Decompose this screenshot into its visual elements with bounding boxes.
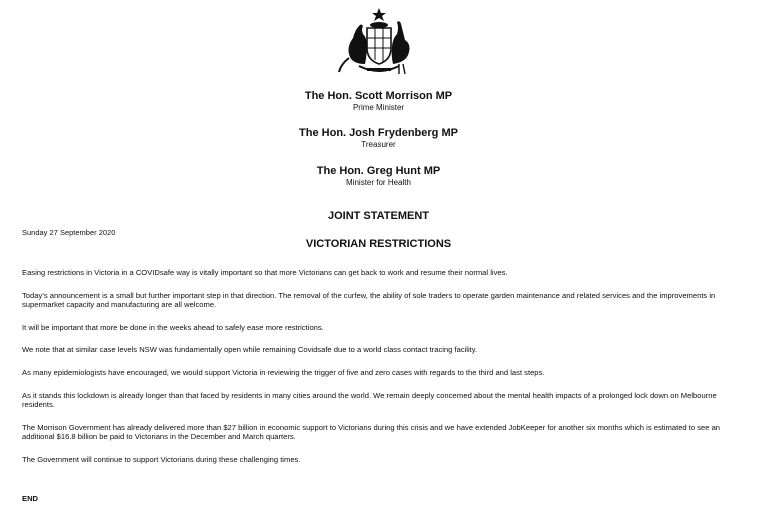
statement-date: Sunday 27 September 2020 xyxy=(22,228,116,237)
end-marker: END xyxy=(22,494,39,503)
official-title: Prime Minister xyxy=(352,103,405,112)
official-block-pm xyxy=(0,90,757,113)
body-paragraph: The Morrison Government has already delivered more than $27 billion in economic support to Victorians during this crisis and we have extended JobKeeper for another six months which is estimated to see an additional $16.8 billion be paid to Victorians in the December and March quarters. xyxy=(22,422,721,442)
statement-body xyxy=(22,268,737,478)
official-block-treasurer xyxy=(0,127,757,150)
official-title: Treasurer xyxy=(361,140,396,149)
official-name: The Hon. Josh Frydenberg MP xyxy=(299,127,458,139)
body-paragraph: Today’s announcement is a small but further important step in that direction. The removal of the curfew, the ability of sole traders to operate garden maintenance and related services and the improvements in supermarket capacity and manufacturing are all welcome. xyxy=(22,290,716,310)
coat-of-arms-icon xyxy=(337,6,421,76)
statement-type: JOINT STATEMENT xyxy=(327,210,430,222)
statement-headline: VICTORIAN RESTRICTIONS xyxy=(305,238,452,250)
body-paragraph: As many epidemiologists have encouraged, we would support Victoria in reviewing the trigger of five and zero cases with regards to the third and last steps. xyxy=(22,367,545,377)
body-paragraph: As it stands this lockdown is already longer than that faced by residents in many cities around the world. We remain deeply concerned about the mental health impacts of a prolonged lock down on Melbourne residents. xyxy=(22,390,717,410)
official-name: The Hon. Scott Morrison MP xyxy=(304,90,453,102)
body-paragraph: We note that at similar case levels NSW was fundamentally open while remaining Covidsafe due to a world class contact tracing facility. xyxy=(22,345,478,355)
official-block-health xyxy=(0,165,757,188)
official-name: The Hon. Greg Hunt MP xyxy=(316,165,441,177)
body-paragraph: It will be important that more be done in the weeks ahead to safely ease more restrictions. xyxy=(22,322,324,332)
body-paragraph: The Government will continue to support Victorians during these challenging times. xyxy=(22,454,301,464)
official-title: Minister for Health xyxy=(346,178,411,187)
body-paragraph: Easing restrictions in Victoria in a COVIDsafe way is vitally important so that more Victorians can get back to work and resume their normal lives. xyxy=(22,268,508,277)
